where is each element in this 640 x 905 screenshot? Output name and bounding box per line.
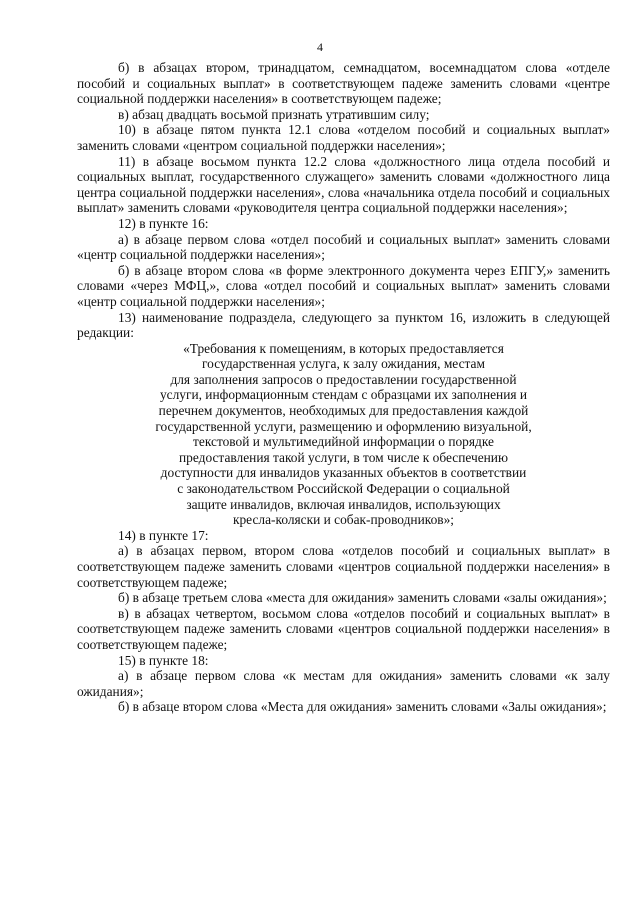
- paragraph-item-14-b: б) в абзаце третьем слова «места для ожидания» заменить словами «залы ожидания»;: [118, 590, 607, 606]
- page-number: 4: [317, 40, 323, 54]
- paragraph-item-12: 12) в пункте 16:: [118, 215, 209, 231]
- paragraph-v-abzats-28: в) абзац двадцать восьмой признать утратившим силу;: [118, 106, 430, 122]
- heading-line: государственной услуги, размещению и оформлению визуальной,: [155, 418, 532, 434]
- heading-line: услуги, информационным стендам с образцами их заполнения и: [159, 387, 528, 403]
- heading-line: «Требования к помещениям, в которых предоставляется: [183, 340, 504, 356]
- heading-line: текстовой и мультимедийной информации о порядке: [193, 434, 494, 450]
- paragraph-item-10: 10) в абзаце пятом пункта 12.1 слова «отделом пособий и социальных выплат» заменить словами «центром социальной поддержки населения»;: [77, 122, 610, 153]
- heading-line: для заполнения запросов о предоставлении государственной: [170, 371, 517, 387]
- paragraph-item-11: 11) в абзаце восьмом пункта 12.2 слова «должностного лица отдела пособий и социальных выплат, государственного служащего» заменить словами «должностного лица центра социальной поддержки населения», слова «начальника отдела пособий и социальных выплат» заменить словами «руководителя центра социальной поддержки населения»;: [77, 153, 610, 216]
- paragraph-item-14: 14) в пункте 17:: [118, 527, 209, 543]
- paragraph-item-15: 15) в пункте 18:: [118, 652, 209, 668]
- paragraph-b-abzatsy: б) в абзацах втором, тринадцатом, семнадцатом, восемнадцатом слова «отделе пособий и социальных выплат» в соответствующем падеже заменить словами «центре социальной поддержки населения» в соответствующем падеже;: [77, 60, 610, 107]
- heading-line: перечнем документов, необходимых для предоставления каждой: [158, 403, 529, 419]
- paragraph-item-14-a: а) в абзацах первом, втором слова «отделов пособий и социальных выплат» в соответствующем падеже заменить словами «центров социальной поддержки населения» в соответствующем падеже;: [77, 543, 610, 590]
- heading-line: государственная услуга, к залу ожидания, местам: [202, 356, 485, 372]
- subsection-heading: [77, 341, 610, 528]
- heading-line: кресла-коляски и собак-проводников»;: [232, 512, 455, 528]
- paragraph-item-13: 13) наименование подраздела, следующего за пунктом 16, изложить в следующей редакции:: [77, 309, 610, 341]
- document-body: [77, 60, 610, 715]
- paragraph-item-12-b: б) в абзаце втором слова «в форме электронного документа через ЕПГУ,» заменить словами «через МФЦ,», слова «отдел пособий и социальных выплат» заменить словами «центр социальной поддержки населения»;: [77, 262, 610, 309]
- heading-line: предоставления такой услуги, в том числе к обеспечению: [179, 449, 508, 465]
- heading-line: защите инвалидов, включая инвалидов, использующих: [186, 496, 501, 512]
- paragraph-item-15-a: а) в абзаце первом слова «к местам для ожидания» заменить словами «к залу ожидания»;: [77, 668, 610, 699]
- paragraph-item-12-a: а) в абзаце первом слова «отдел пособий и социальных выплат» заменить словами «центр социальной поддержки населения»;: [77, 231, 610, 263]
- paragraph-item-14-v: в) в абзацах четвертом, восьмом слова «отделов пособий и социальных выплат» в соответствующем падеже заменить словами «центров социальной поддержки населения» в соответствующем падеже;: [77, 605, 610, 652]
- heading-line: доступности для инвалидов указанных объектов в соответствии: [160, 465, 527, 481]
- heading-line: с законодательством Российской Федерации о социальной: [177, 481, 510, 497]
- paragraph-item-15-b: б) в абзаце втором слова «Места для ожидания» заменить словами «Залы ожидания»;: [118, 699, 607, 715]
